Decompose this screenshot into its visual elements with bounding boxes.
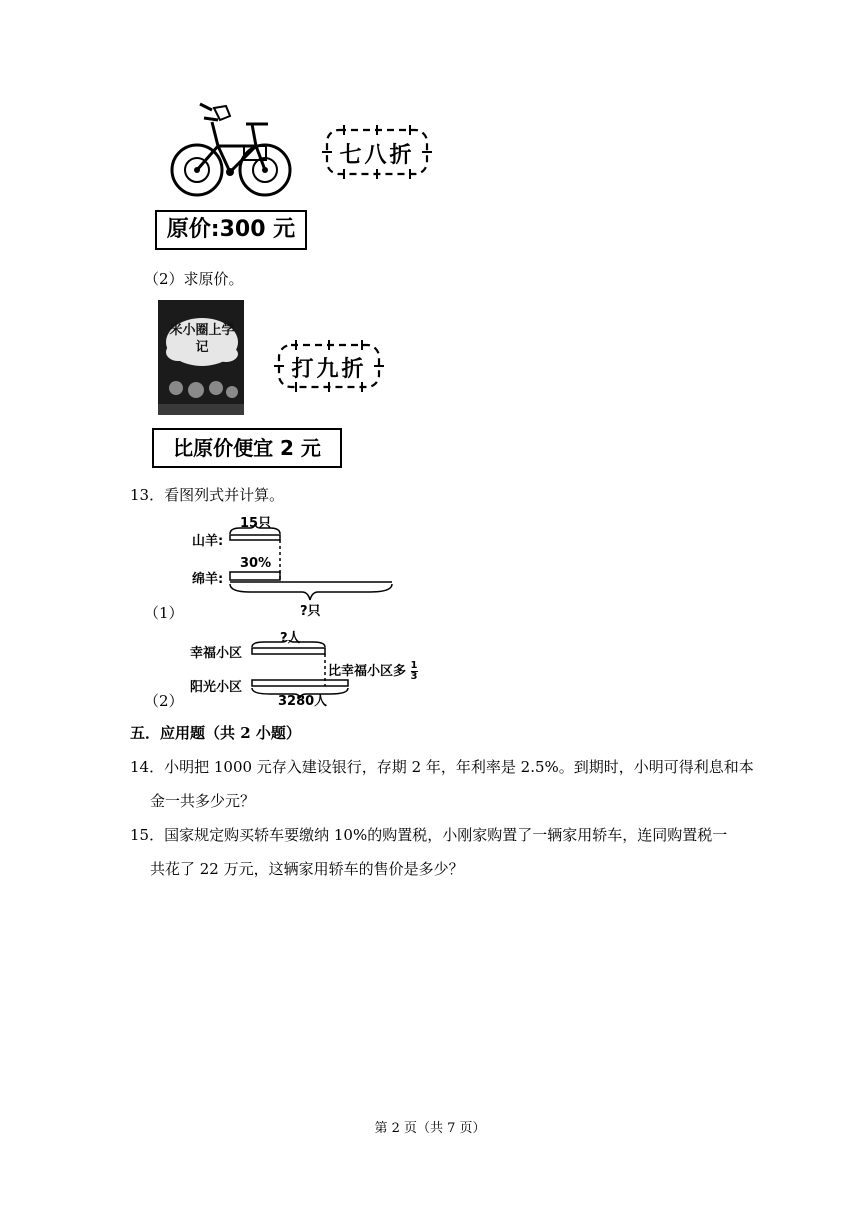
question-13-text: 13．看图列式并计算。	[130, 486, 285, 504]
diagram1-row2-label: 绵羊:	[192, 572, 224, 587]
sub-question-2-label: （2）求原价。	[144, 270, 244, 288]
diagram2-sub-label: （2）	[144, 692, 184, 710]
diagram1-row1-label: 山羊:	[192, 534, 224, 549]
question-15-line2: 共花了 22 万元，这辆家用轿车的售价是多少？	[150, 860, 464, 878]
section-5-title: 五．应用题（共 2 小题）	[130, 724, 301, 742]
diagram1-row1-value: 15只	[240, 516, 272, 531]
diagram2-row2-value: 3280人	[278, 694, 328, 709]
diagram1-total-label: ?只	[300, 604, 321, 619]
discount-tag-78-text: 七八折	[339, 143, 415, 168]
diagram2-row2-label: 阳光小区	[190, 680, 243, 695]
fraction-denominator: 3	[410, 671, 418, 682]
discount-tag-90-text: 打九折	[291, 357, 367, 382]
fraction-numerator: 1	[410, 660, 418, 671]
diagram2-comparison-label	[328, 660, 418, 682]
bicycle-illustration	[160, 102, 302, 198]
page-number-footer: 第 2 页（共 7 页）	[374, 1121, 486, 1136]
diagram1-row2-value: 30%	[240, 556, 272, 571]
diagram1-sub-label: （1）	[144, 604, 184, 622]
question-15-line1: 15．国家规定购买轿车要缴纳 10%的购置税，小刚家购置了一辆家用轿车，连同购置税一	[130, 826, 728, 844]
diagram2-comparison-prefix: 比幸福小区多	[328, 664, 407, 679]
diagram2-row1-label: 幸福小区	[190, 646, 243, 661]
original-price-box: 原价:300 元	[155, 210, 307, 250]
diagram2-fraction	[411, 661, 418, 682]
question-14-line1: 14．小明把 1000 元存入建设银行，存期 2 年，年利率是 2.5%。到期时，小明可得利息和本	[130, 758, 754, 776]
cheaper-amount-box: 比原价便宜 2 元	[152, 428, 342, 468]
book-cover-title: 米小圈上学记	[169, 323, 235, 355]
book-cover-image	[158, 300, 244, 415]
question-14-line2: 金一共多少元？	[150, 792, 256, 810]
diagram2-row1-value: ?人	[280, 631, 301, 646]
